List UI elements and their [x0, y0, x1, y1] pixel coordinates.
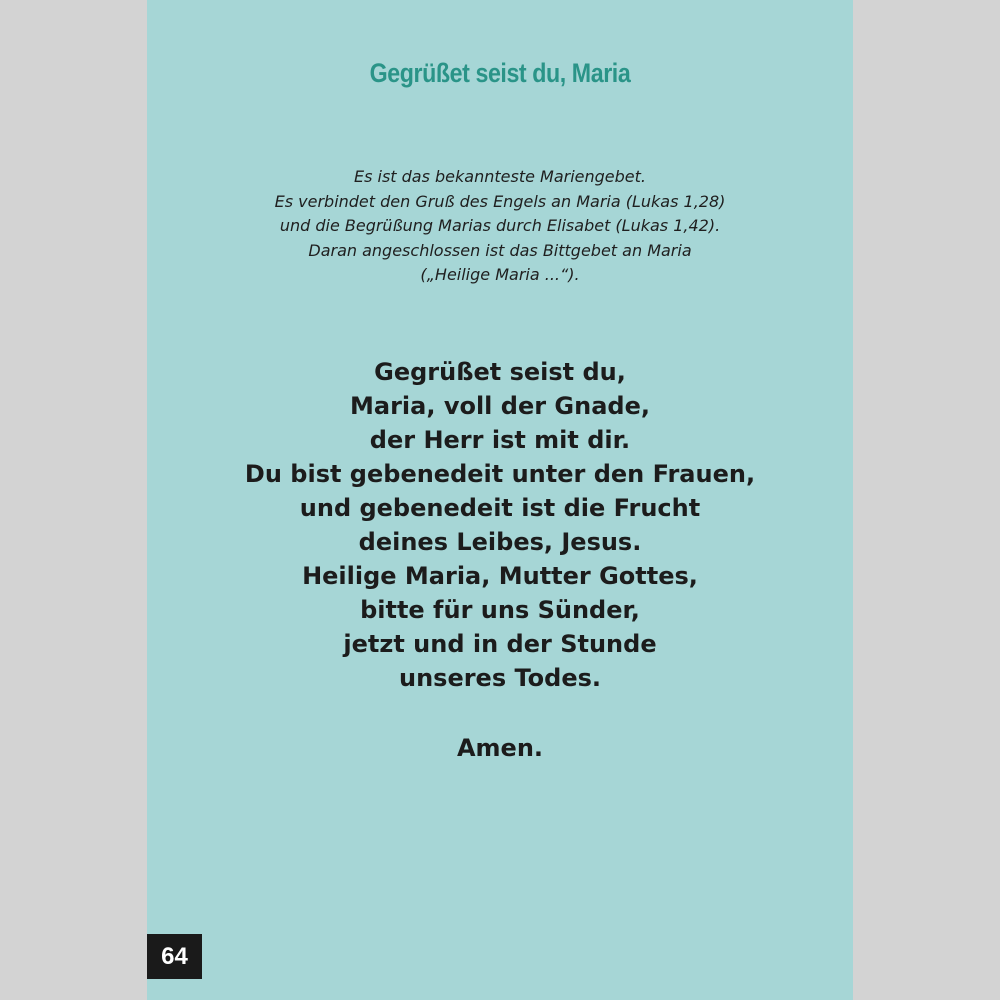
intro-line: Es ist das bekannteste Mariengebet. [353, 167, 647, 186]
prayer-line: deines Leibes, Jesus. [358, 528, 642, 556]
prayer-line: jetzt und in der Stunde [343, 630, 657, 658]
prayer-line: Gegrüßet seist du, [374, 358, 626, 386]
prayer-line: bitte für uns Sünder, [360, 596, 640, 624]
book-page [147, 0, 853, 1000]
page-title: Gegrüßet seist du, Maria [369, 58, 631, 88]
intro-line: Es verbindet den Gruß des Engels an Maria (Lukas 1,28) [274, 191, 726, 211]
prayer-amen: Amen. [456, 734, 544, 762]
prayer-line: unseres Todes. [398, 664, 602, 692]
prayer-line: Du bist gebenedeit unter den Frauen, [244, 460, 756, 488]
intro-text [147, 165, 853, 288]
prayer-line: Maria, voll der Gnade, [350, 392, 650, 420]
page-number: 64 [147, 934, 202, 979]
intro-line: („Heilige Maria ...“). [420, 265, 580, 284]
intro-line: Daran angeschlossen ist das Bittgebet an Maria [308, 240, 692, 260]
prayer-line: und gebenedeit ist die Frucht [299, 494, 701, 522]
prayer-line: der Herr ist mit dir. [369, 426, 631, 454]
prayer-line: Heilige Maria, Mutter Gottes, [302, 562, 698, 590]
prayer-text [147, 355, 853, 695]
intro-line: und die Begrüßung Marias durch Elisabet (Lukas 1,42). [279, 216, 721, 235]
